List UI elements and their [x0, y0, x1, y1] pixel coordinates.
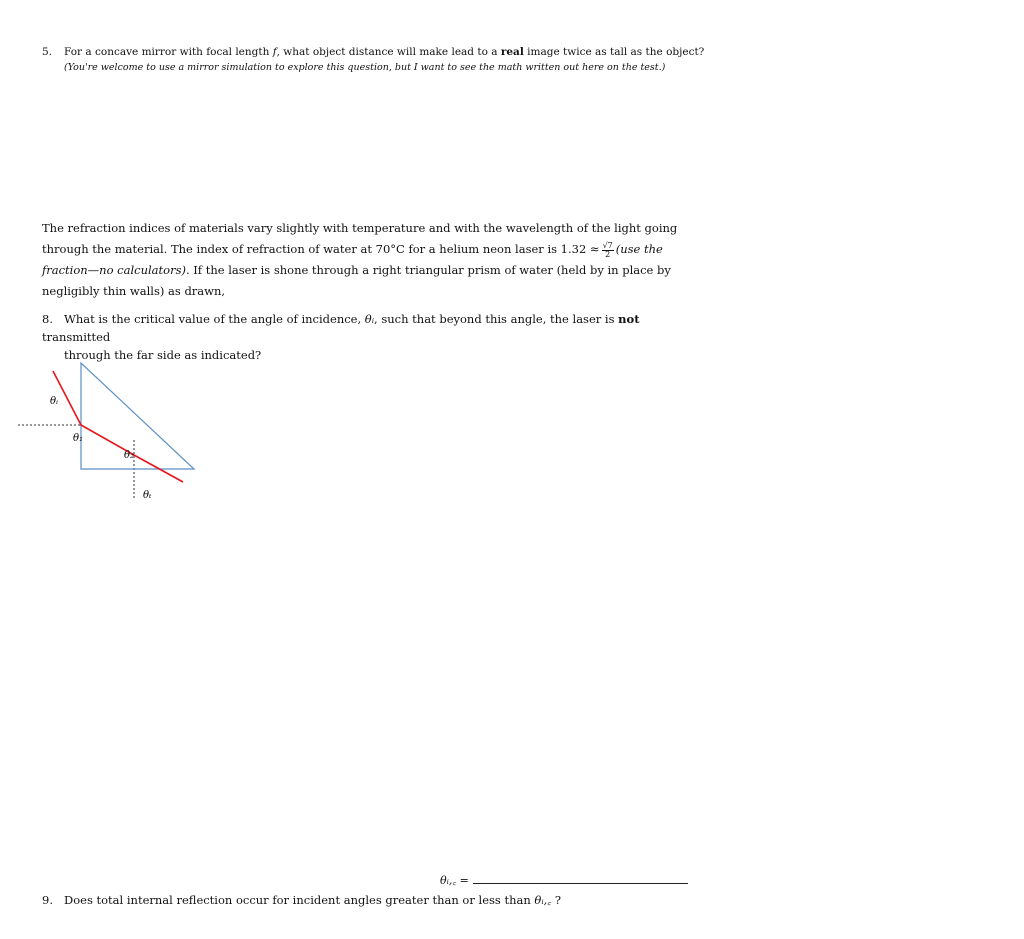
theta-t-label: θₜ — [143, 490, 152, 501]
laser-ray — [53, 371, 183, 482]
question-5-text-after: image twice as tall as the object? — [523, 46, 705, 58]
question-9-symbol: θᵢ,꜀ — [534, 893, 552, 907]
fraction-denominator: 2 — [605, 249, 611, 259]
question-5-text-before: For a concave mirror with focal length — [64, 46, 273, 58]
theta-2-label: θ₂ — [124, 450, 135, 461]
question-9-end: ? — [551, 893, 562, 907]
question-8-line-2: through the far side as indicated? — [64, 348, 262, 362]
question-9-number: 9. — [42, 893, 53, 907]
answer-blank-line[interactable] — [473, 875, 688, 884]
theta-1-label: θ₁ — [73, 433, 84, 444]
water-prism-triangle — [81, 363, 194, 469]
intro-italic-note: (use the fraction—no calculators) — [42, 242, 663, 277]
focal-length-symbol: f — [272, 46, 277, 58]
fraction-numerator: √7 — [602, 240, 613, 250]
question-8-text-before: What is the critical value of the angle of incidence, — [64, 312, 365, 326]
critical-angle-answer — [440, 873, 688, 888]
question-5-note: (You're welcome to use a mirror simulation to explore this question, but I want to see the math written out here on the test.) — [64, 62, 666, 73]
question-9-text: Does total internal reflection occur for incident angles greater than or less than — [64, 893, 535, 907]
intro-text-1: The refraction indices of materials vary slightly with temperature and with the wavelength of the light going through the material. The index of refraction of water at 70°C for a helium neon laser is 1.32 ≈ — [42, 221, 678, 256]
question-5-text-mid: , what object distance will make lead to a — [276, 46, 501, 58]
question-8-text-mid: , such that beyond this angle, the laser is — [374, 312, 619, 326]
critical-angle-label: θᵢ,꜀ = — [440, 874, 469, 887]
question-5-bold-word: real — [500, 46, 524, 58]
question-8-number: 8. — [42, 312, 53, 326]
question-8-text-after: transmitted — [42, 330, 111, 344]
question-8-bold-word: not — [618, 312, 640, 326]
theta-i-symbol: θᵢ — [364, 312, 375, 326]
theta-i-label: θᵢ — [50, 396, 59, 407]
question-9 — [42, 893, 561, 908]
question-5-number: 5. — [42, 46, 53, 58]
intro-text-2: . If the laser is shone through a right triangular prism of water (held by in place by negligibly thin walls) as drawn, — [42, 263, 671, 298]
